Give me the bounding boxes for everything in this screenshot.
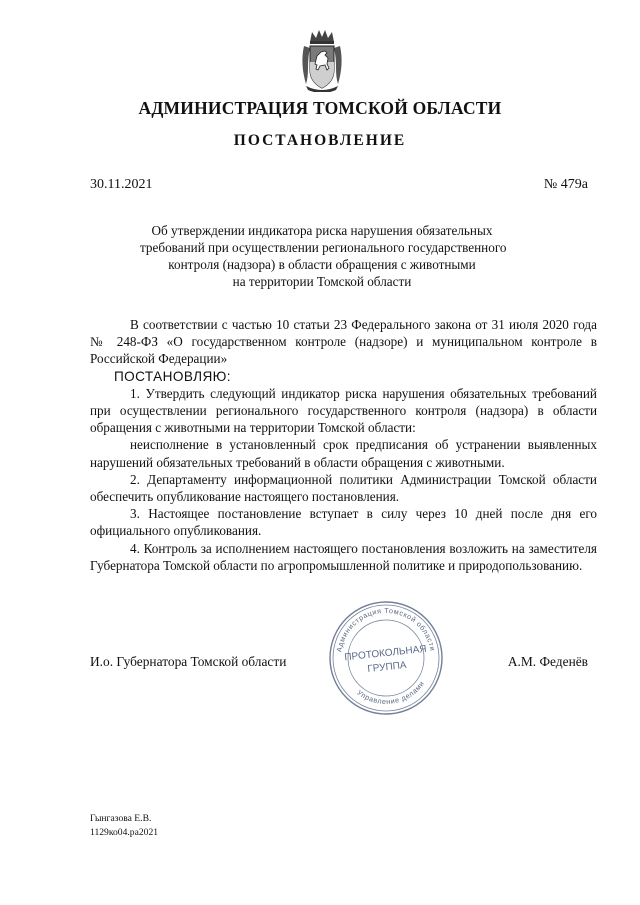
subject-line: контроля (надзора) в области обращения с животными: [168, 257, 476, 272]
stamp-center-line-1: ПРОТОКОЛЬНАЯ: [343, 643, 428, 664]
stamp-center-line-2: ГРУППА: [366, 659, 408, 675]
document-type-title: ПОСТАНОВЛЕНИЕ: [233, 132, 407, 149]
signatory-name: А.М. Феденёв: [507, 654, 588, 669]
item-1-paragraph: 1. Утвердить следующий индикатор риска нарушения обязательных требований при осуществлении регионального государственного контроля (надзора) в области обращения с животными на территории Томской области:: [90, 385, 597, 436]
item-2-paragraph: 2. Департаменту информационной политики Администрации Томской области обеспечить опубликование настоящего постановления.: [90, 471, 597, 505]
item-3-paragraph: 3. Настоящее постановление вступает в силу через 10 дней после дня его официального опубликования.: [90, 506, 597, 539]
item-4-paragraph: 4. Контроль за исполнением настоящего постановления возложить на заместителя Губернатора Томской области по агропромышленной политике и природопользованию.: [90, 540, 597, 573]
document-number: № 479а: [543, 177, 588, 192]
subject-line: на территории Томской области: [232, 274, 412, 289]
subject-line: Об утверждении индикатора риска нарушения обязательных: [151, 223, 493, 238]
resolve-heading: ПОСТАНОВЛЯЮ:: [114, 368, 231, 384]
stamp-bottom-text: Управление делами: [355, 678, 427, 707]
document-date: 30.11.2021: [90, 177, 153, 192]
stamp-ring-text: Администрация Томской области: [334, 605, 438, 653]
document-body: [90, 316, 597, 574]
signatory-position: И.о. Губернатора Томской области: [90, 654, 287, 669]
indicator-paragraph: неисполнение в установленный срок предписания об устранении выявленных нарушений обязательных требований в области обращения с животными.: [90, 437, 597, 470]
coat-of-arms-emblem: [300, 28, 344, 92]
protocol-stamp: [326, 598, 446, 718]
intro-paragraph: В соответствии с частью 10 статьи 23 Федерального закона от 31 июля 2020 года № 248-ФЗ «О государственном контроле (надзоре) и муниципальном контроле в Российской Федерации»: [90, 317, 597, 367]
executor-name: Гынгазова Е.В.: [90, 813, 152, 824]
executor-footer: [90, 812, 158, 840]
organization-title: АДМИНИСТРАЦИЯ ТОМСКОЙ ОБЛАСТИ: [138, 98, 502, 118]
subject-line: требований при осуществлении регионального государственного: [140, 240, 507, 255]
document-subject: [140, 222, 507, 290]
file-code: 1129ко04.ра2021: [90, 827, 159, 838]
